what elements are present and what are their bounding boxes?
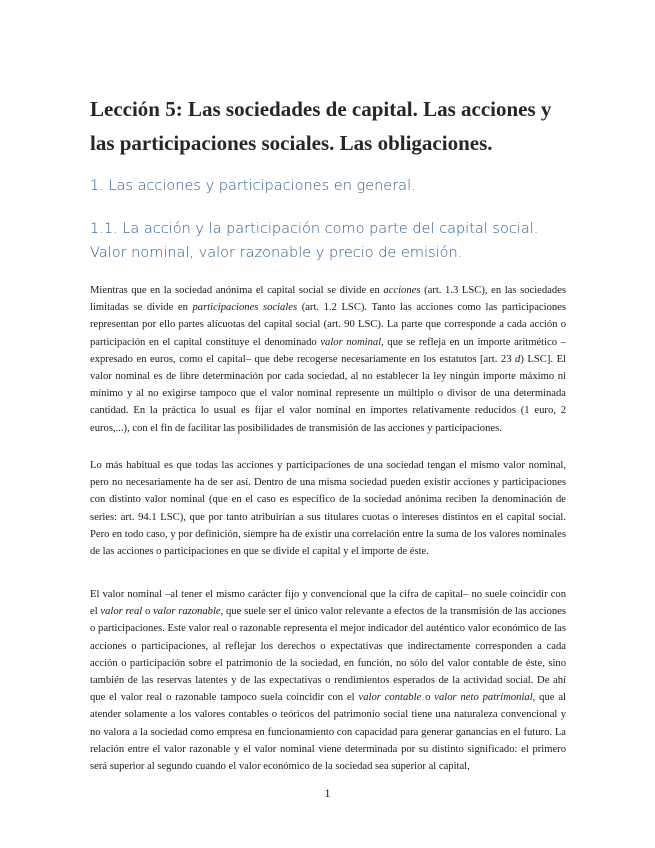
body-paragraph	[90, 282, 566, 437]
emphasized-term: participaciones sociales	[192, 302, 298, 314]
paragraph-text: Lo más habitual es que todas las acciones y participaciones de una sociedad tengan el mismo valor nominal, pero no necesariamente ha de ser así. Dentro de una misma sociedad pueden existir acciones y participaciones con distinto valor nominal (que en el caso es específico de la sociedad anónima reciben la denominación de series: art. 94.1 LSC), que por tanto atribuirían a sus titulares cuotas o intereses distintos en el capital social. Pero en todo caso, y por definición, siempre ha de existir una correlación entre la suma de los valores nominales de las acciones o participaciones en que se divide el capital y el importe de éste.	[90, 460, 566, 558]
paragraph-text: , que suele ser el único valor relevante a efectos de la transmisión de las acciones o participaciones. Este valor real o razonable representa el mejor indicador del auténtico valor económico de las acciones o participaciones, al reflejar los derechos o expectativas que indirectamente corresponden a cada acción o participación sobre el patrimonio de la sociedad, en función, no sólo del valor contable de éste, sino también de las reservas latentes y de las expectativas o rendimientos esperados de la actividad social. De ahí que el valor real o razonable tampoco suela coincidir con el	[90, 606, 567, 704]
body-paragraph	[90, 586, 566, 775]
paragraph-text: , que se refleja en un importe aritmético –expresado en euros, como el capital– que debe recogerse necesariamente en los estatutos [art. 23	[90, 336, 566, 365]
paragraph-text: o	[142, 606, 154, 618]
emphasized-term: valor nominal	[320, 336, 382, 348]
lesson-title: Lección 5: Las sociedades de capital. Las acciones y las participaciones sociales. Las obligaciones.	[90, 97, 552, 155]
emphasized-term: valor razonable	[153, 606, 221, 618]
paragraph-text: (art. 1.3 LSC), en las sociedades limitadas se divide en	[90, 285, 566, 314]
paragraph-text: El valor nominal –al tener el mismo carácter fijo y convencional que la cifra de capital– no suele coincidir con el	[90, 589, 566, 618]
emphasized-term: valor neto patrimonial	[434, 692, 533, 704]
paragraph-text: Mientras que en la sociedad anónima el capital social se divide en	[90, 285, 384, 296]
paragraph-text: , que al atender solamente a los valores contables o teóricos del patrimonio social tiene una naturaleza convencional y no valora a la sociedad como empresa en funcionamiento con capacidad para generar ganancias en el futuro. La relación entre el valor razonable y el valor nominal viene determinada por su distinto significado: el primero será superior al segundo cuando el valor económico de la sociedad sea superior al capital,	[90, 692, 566, 773]
paragraph-text: (art. 1.2 LSC). Tanto las acciones como las participaciones representan por ello partes alícuotas del capital social (art. 90 LSC). La parte que corresponde a cada acción o participación en el capital constituye el denominado	[90, 302, 566, 348]
paragraph-text: o	[421, 692, 435, 704]
emphasized-term: acciones	[383, 285, 421, 296]
subsection-heading: 1.1. La acción y la participación como parte del capital social. Valor nominal, valor razonable y precio de emisión.	[90, 221, 539, 261]
section-heading: 1. Las acciones y participaciones en general.	[90, 178, 416, 194]
emphasized-term: valor real	[100, 606, 143, 618]
emphasized-term: d	[515, 353, 521, 365]
paragraph-text: ) LSC]. El valor nominal es de libre determinación por cada sociedad, al no establecer la ley ningún importe máximo ni mínimo y al no exigirse tampoco que el valor nominal represente un múltiplo o divisor de una determinada cantidad. En la práctica lo usual es fijar el valor nominal en importes relativamente reducidos (1 euro, 2 euros,...), con el fin de facilitar las posibilidades de transmisión de las acciones y participaciones.	[90, 353, 566, 434]
body-paragraph	[90, 457, 566, 560]
page-number: 1	[324, 786, 331, 800]
emphasized-term: valor contable	[358, 692, 422, 704]
